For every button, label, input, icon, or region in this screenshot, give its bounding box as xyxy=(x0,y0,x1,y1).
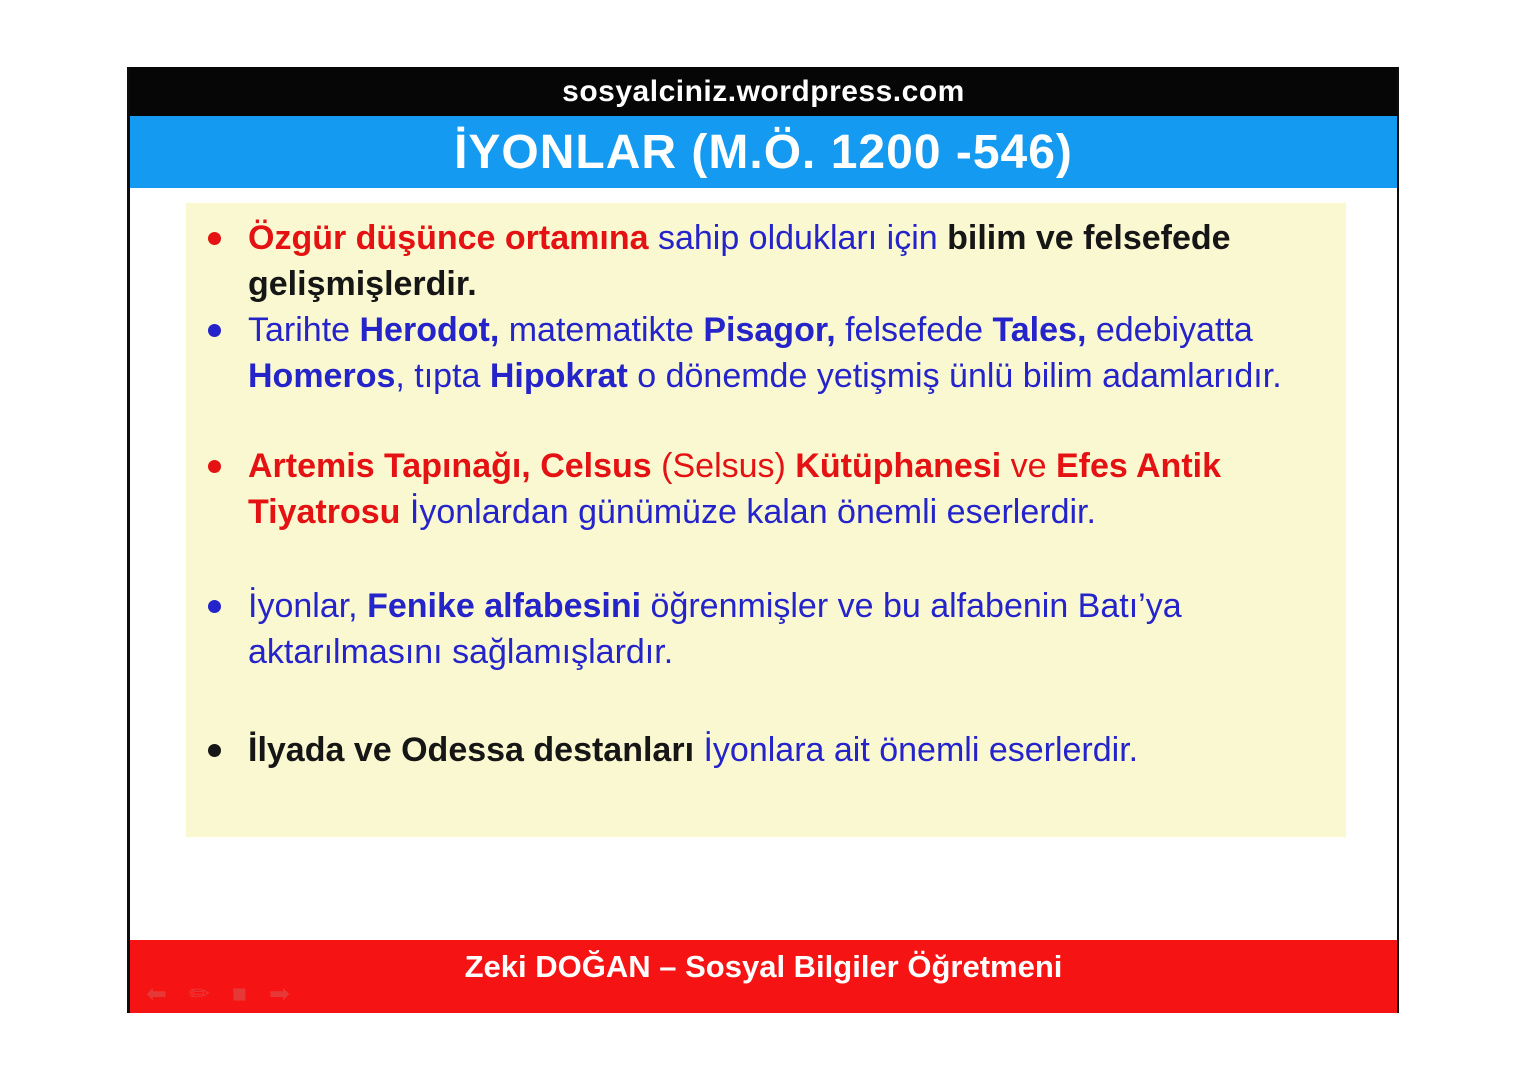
slide-menu-icon[interactable]: ■ xyxy=(231,980,248,1008)
bullet-text-run: Herodot, xyxy=(359,311,500,349)
bullet-marker xyxy=(208,232,221,245)
author-credit: Zeki DOĞAN – Sosyal Bilgiler Öğretmeni xyxy=(464,949,1063,984)
bullet-text-run: felsefede xyxy=(835,311,993,349)
title-bar xyxy=(130,116,1397,188)
pen-icon[interactable]: ✏ xyxy=(188,980,210,1008)
site-banner xyxy=(130,67,1397,116)
bullet-item xyxy=(206,583,1322,675)
bullet-text-run: İyonlardan günümüze kalan önemli eserlerdir. xyxy=(409,493,1096,531)
bullet-marker xyxy=(208,460,221,473)
bullet-text-run: bilim ve felsefede gelişmişlerdir. xyxy=(248,219,1231,303)
bullet-item xyxy=(206,727,1322,773)
bullet-text xyxy=(248,583,1322,675)
bullet-text-run: , tıpta xyxy=(395,357,490,395)
bullet-text-run: (Selsus) xyxy=(661,447,796,485)
bullet-marker xyxy=(208,600,221,613)
bullet-text-run: Homeros xyxy=(248,357,396,395)
bullet-text xyxy=(248,215,1322,307)
bullet-text-run: Kütüphanesi xyxy=(795,447,1011,485)
slide-title: İYONLAR (M.Ö. 1200 -546) xyxy=(454,125,1073,179)
bullet-text-run: o dönemde yetişmiş ünlü bilim adamlarıdır. xyxy=(627,357,1282,395)
bullet-text-run: İyonlar, xyxy=(248,587,368,625)
bullet-marker xyxy=(208,324,221,337)
bullet-text xyxy=(248,307,1322,399)
bullet-marker xyxy=(208,744,221,757)
bullet-text-run: Tales, xyxy=(992,311,1087,349)
bullet-item xyxy=(206,443,1322,535)
bullet-text-run: İlyada ve Odessa destanları xyxy=(248,731,704,769)
presentation-slide xyxy=(127,67,1399,1013)
bullet-item xyxy=(206,307,1322,399)
next-slide-icon[interactable]: ➡ xyxy=(269,980,290,1008)
site-url: sosyalciniz.wordpress.com xyxy=(562,74,965,108)
bullet-list xyxy=(206,215,1322,773)
slide-content-box xyxy=(186,203,1346,837)
presenter-nav xyxy=(146,982,290,1007)
footer-bar xyxy=(130,940,1397,1013)
bullet-text-run: Efes Antik Tiyatrosu xyxy=(248,447,1222,531)
bullet-text-run: Hipokrat xyxy=(489,357,628,395)
bullet-text-run: Fenike alfabesini xyxy=(367,587,651,625)
bullet-text-run: sahip oldukları için xyxy=(657,219,948,257)
bullet-text-run: Tarihte xyxy=(248,311,360,349)
bullet-item xyxy=(206,215,1322,307)
bullet-text-run: ve xyxy=(1010,447,1056,485)
bullet-text-run: edebiyatta xyxy=(1086,311,1253,349)
bullet-text-run: İyonlara ait önemli eserlerdir. xyxy=(703,731,1139,769)
bullet-text xyxy=(248,727,1322,773)
bullet-text-run: Pisagor, xyxy=(703,311,836,349)
bullet-text-run: Özgür düşünce ortamına xyxy=(248,219,658,257)
bullet-text-run: Artemis Tapınağı, Celsus xyxy=(248,447,662,485)
bullet-text-run: matematikte xyxy=(499,311,704,349)
previous-slide-icon[interactable]: ⬅ xyxy=(146,980,167,1008)
bullet-text xyxy=(248,443,1322,535)
bullet-text-run: öğrenmişler ve bu alfabenin Batı’ya aktarılmasını sağlamışlardır. xyxy=(248,587,1182,671)
